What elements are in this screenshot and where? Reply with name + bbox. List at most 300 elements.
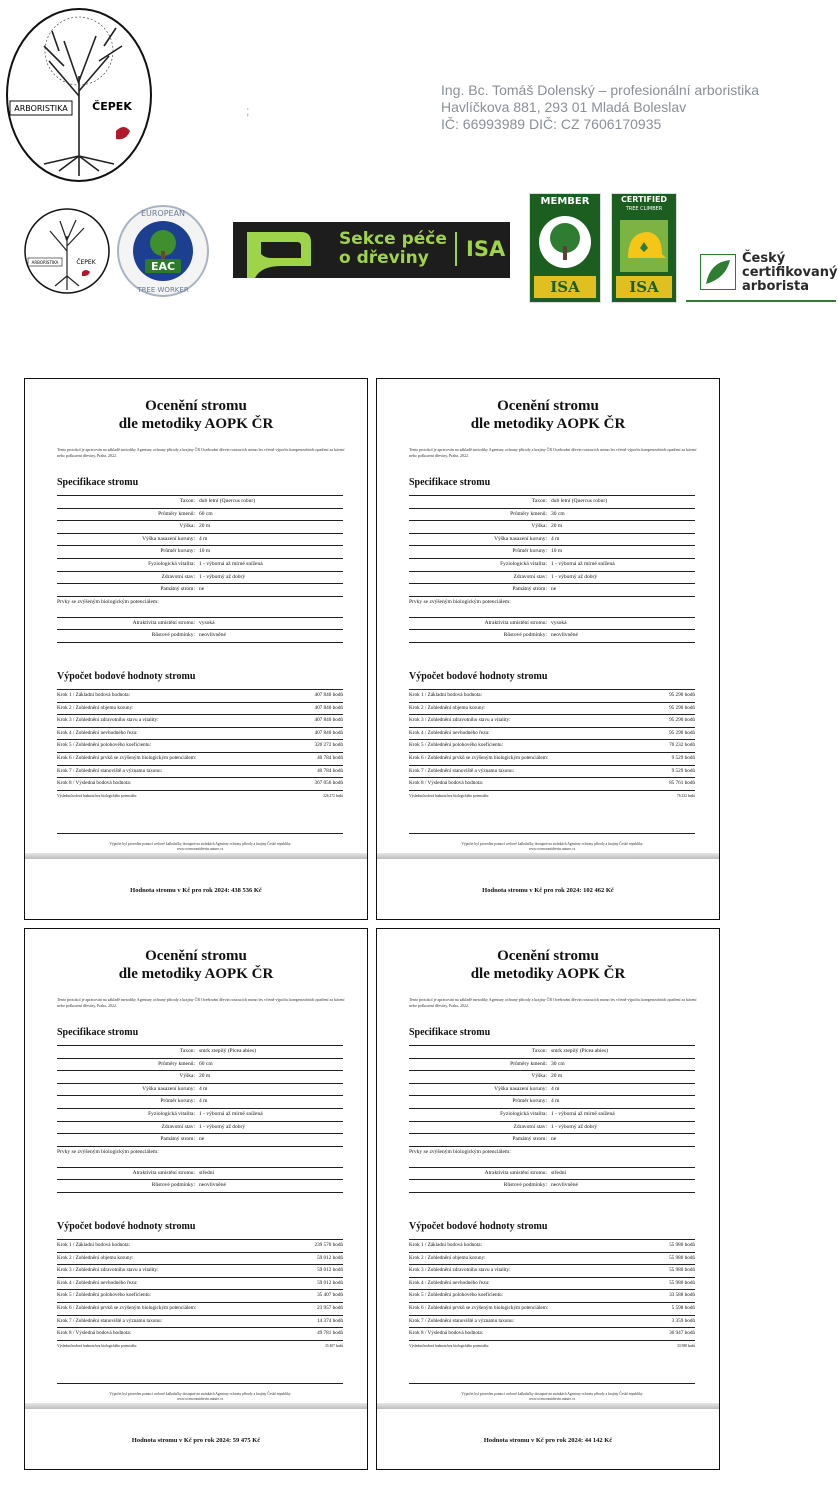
calc-row-step-5 [409, 1290, 695, 1303]
spec-label: Zdravotní stav: [513, 573, 547, 580]
calc-step-value: 14 374 bodů [317, 1317, 343, 1324]
calc-step-label: Krok 1 / Základní bodová hodnota: [57, 1242, 131, 1248]
spec-row-memorial [57, 1134, 343, 1147]
calc-step-label: Krok 3 / Zohlednění zdravotního stavu a vitality: [57, 1267, 159, 1274]
spec-value: 1 - výborný až dobrý [199, 573, 246, 580]
page-break-bar [25, 853, 367, 859]
footer-line-1: Výpočet byl proveden pomocí webové kalkulačky dostupné na stránkách Agentury ochrany přírody a krajiny České republiky [109, 1392, 291, 1396]
spec-value: 10 m [551, 548, 563, 555]
calc-row-step-8 [409, 1328, 695, 1341]
spec-label: Taxon: [531, 498, 547, 504]
small-logo-text-right: ČEPEK [76, 259, 96, 266]
calc-step-value: 35 407 bodů [317, 1292, 343, 1299]
spec-label: Průměry kmenů: [158, 510, 195, 517]
spec-row-bio [57, 1147, 343, 1168]
calc-row-step-3 [57, 715, 343, 728]
calc-step-label: Krok 7 / Zohlednění stanoviště a významu taxonu: [409, 1317, 515, 1324]
protocol-intro: Tento protokol je zpracován na základě metodiky Agentury ochrany přírody a krajiny ČR Oceňování dřevin rostoucích mimo les včetně výpočtu kompenzačních opatření za kácení nebo poškození dřeviny, Praha, 2022. [409, 997, 697, 1008]
spec-value: střední [199, 1169, 214, 1176]
spec-label: Prvky se zvýšeným biologickým potenciálem: [409, 598, 511, 605]
spec-value: 60 cm [199, 1060, 213, 1067]
calc-step-label: Krok 8 / Výsledná bodová hodnota: [57, 1330, 132, 1337]
cesky-line-3: arborista [742, 279, 810, 294]
spec-row-health [57, 572, 343, 585]
spec-row-memorial [57, 584, 343, 597]
calc-table [57, 1239, 343, 1352]
footer-line-2: www.ocenovanidrevin.nature.cz [176, 1397, 224, 1401]
spec-label: Průměry kmenů: [510, 1060, 547, 1067]
spec-label: Památný strom: [512, 586, 547, 593]
spec-label: Výška nasazení koruny: [494, 535, 547, 542]
spec-heading: Specifikace stromu [409, 477, 491, 488]
value-amount: 44 142 Kč [584, 1437, 613, 1444]
calc-step-label: Krok 4 / Zohlednění nevhodného řezu: [57, 729, 138, 736]
calc-step-label: Krok 2 / Zohlednění objemu koruny: [57, 704, 134, 711]
calc-row-step-5 [57, 740, 343, 753]
calc-step-label: Krok 5 / Zohlednění polohového koeficientu: [409, 1292, 504, 1299]
calc-step-value: 40 784 bodů [317, 767, 343, 774]
calc-step-value: 9 529 bodů [671, 754, 695, 761]
tree-value [25, 1437, 367, 1444]
spec-value: 20 m [551, 1073, 563, 1080]
value-label: Hodnota stromu v Kč pro rok 2024: [482, 887, 582, 894]
calc-step-value: 59 012 bodů [317, 1254, 343, 1261]
company-info [441, 82, 759, 133]
eac-bottom-text: TREE WORKER [137, 286, 189, 294]
calc-row-step-7 [409, 1316, 695, 1329]
calc-step-label: Krok 3 / Zohlednění zdravotního stavu a vitality: [57, 717, 159, 724]
no-bio-value: 33 588 bodů [677, 1343, 695, 1348]
spec-value: 20 m [551, 523, 563, 530]
spec-table [57, 1045, 343, 1193]
spec-label: Atraktivita umístění stromu: [132, 619, 195, 626]
calc-table [57, 689, 343, 802]
calc-step-value: 59 012 bodů [317, 1267, 343, 1274]
calc-step-value: 95 290 bodů [669, 692, 695, 698]
protocol-title [25, 397, 367, 433]
sekce-divider [455, 232, 457, 266]
calc-row-step-2 [57, 1253, 343, 1266]
spec-row-vitality [409, 559, 695, 572]
logo-text-left: ARBORISTIKA [14, 104, 68, 113]
spec-label: Výška nasazení koruny: [142, 1085, 195, 1092]
calc-step-label: Krok 3 / Zohlednění zdravotního stavu a vitality: [409, 717, 511, 724]
calc-step-label: Krok 8 / Výsledná bodová hodnota: [409, 780, 484, 787]
spec-label: Atraktivita umístění stromu: [484, 619, 547, 626]
spec-heading: Specifikace stromu [57, 477, 139, 488]
spec-row-crown-height [57, 534, 343, 547]
spec-label: Zdravotní stav: [161, 573, 195, 580]
calc-row-no-bio [409, 791, 695, 803]
protocol-title [25, 947, 367, 983]
calc-row-step-1 [57, 689, 343, 703]
title-line-1: Ocenění stromu [497, 398, 599, 414]
spec-label: Průměr koruny: [512, 1098, 547, 1105]
calc-row-step-3 [57, 1265, 343, 1278]
tree-value [377, 887, 719, 894]
calc-step-value: 36 947 bodů [669, 1330, 695, 1337]
calc-step-value: 76 232 bodů [669, 742, 695, 749]
calc-step-label: Krok 1 / Základní bodová hodnota: [409, 692, 483, 698]
spec-value: ne [551, 586, 557, 593]
calc-heading: Výpočet bodové hodnoty stromu [57, 1221, 196, 1232]
calc-step-label: Krok 1 / Základní bodová hodnota: [409, 1242, 483, 1248]
calc-row-no-bio [409, 1341, 695, 1353]
calc-row-step-3 [409, 715, 695, 728]
protocol-title [377, 947, 719, 983]
value-amount: 59 475 Kč [232, 1437, 261, 1444]
spec-row-growth [57, 630, 343, 643]
cesky-certifikovany-arborista-logo [686, 246, 836, 302]
spec-value: 30 cm [551, 1060, 565, 1067]
value-amount: 102 462 Kč [583, 887, 614, 894]
calc-row-step-6 [409, 1303, 695, 1316]
spec-row-height [409, 1071, 695, 1084]
spec-row-growth [409, 1180, 695, 1193]
spec-value: 4 m [199, 535, 208, 542]
spec-value: 60 cm [199, 510, 213, 517]
arboristika-small-logo [20, 206, 115, 296]
arboristika-cepek-logo [4, 6, 154, 184]
certified-isa-text: ISA [616, 276, 672, 298]
spec-value: ne [199, 1136, 205, 1143]
cesky-line-2: certifikovaný [742, 265, 838, 280]
calc-row-step-3 [409, 1265, 695, 1278]
spec-value: ne [199, 586, 205, 593]
spec-value: vysoká [551, 619, 567, 626]
calc-heading: Výpočet bodové hodnoty stromu [57, 671, 196, 682]
title-line-2: dle metodiky AOPK ČR [118, 416, 274, 432]
calc-step-label: Krok 7 / Zohlednění stanoviště a významu taxonu: [409, 767, 515, 774]
spec-row-trunk [409, 1059, 695, 1072]
calc-row-step-6 [57, 1303, 343, 1316]
spec-label: Výška: [531, 1073, 547, 1080]
no-bio-label: Výsledná bodová hodnota bez biologického potenciálu: [57, 1343, 137, 1348]
spec-row-crown-diameter [57, 1096, 343, 1109]
calc-row-step-5 [409, 740, 695, 753]
spec-heading: Specifikace stromu [57, 1027, 139, 1038]
calc-step-value: 55 980 bodů [669, 1242, 695, 1248]
spec-value: neovlivněné [199, 1182, 226, 1189]
protocol-footer [57, 833, 343, 852]
calc-table [409, 1239, 695, 1352]
calc-step-value: 367 056 bodů [314, 780, 343, 787]
spec-row-health [409, 1122, 695, 1135]
spec-label: Průměr koruny: [160, 1098, 195, 1105]
spec-label: Růstové podmínky: [151, 1182, 195, 1189]
spec-value: 4 m [199, 1085, 208, 1092]
calc-step-label: Krok 8 / Výsledná bodová hodnota: [409, 1330, 484, 1337]
spec-row-bio [409, 1147, 695, 1168]
cesky-line-1: Český [742, 251, 786, 266]
spec-value: 1 - výborná až mírně snížená [551, 1110, 615, 1117]
calc-row-step-6 [409, 753, 695, 766]
spec-value: 4 m [551, 1098, 560, 1105]
isa-member-badge [529, 193, 601, 303]
footer-line-2: www.ocenovanidrevin.nature.cz [528, 1397, 576, 1401]
calc-step-value: 407 840 bodů [314, 717, 343, 724]
oak-tree-icon [537, 214, 593, 270]
spec-value: 1 - výborná až mírně snížená [551, 560, 615, 567]
tree-value [25, 887, 367, 894]
protocol-footer [409, 833, 695, 852]
calc-step-label: Krok 4 / Zohlednění nevhodného řezu: [409, 729, 490, 736]
spec-label: Fyziologická vitalita: [148, 1110, 195, 1117]
spec-value: 1 - výborný až dobrý [199, 1123, 246, 1130]
calc-row-step-4 [57, 1278, 343, 1291]
spec-row-attractiveness [409, 618, 695, 631]
calc-step-value: 85 761 bodů [669, 780, 695, 787]
spec-label: Památný strom: [512, 1136, 547, 1143]
calc-step-value: 407 840 bodů [314, 729, 343, 736]
spec-value: dub letní (Quercus robur) [551, 498, 608, 504]
spec-row-height [57, 521, 343, 534]
calc-step-label: Krok 5 / Zohlednění polohového koeficientu: [57, 1292, 152, 1299]
title-line-2: dle metodiky AOPK ČR [118, 966, 274, 982]
spec-label: Památný strom: [160, 586, 195, 593]
title-line-1: Ocenění stromu [497, 948, 599, 964]
spec-label: Atraktivita umístění stromu: [132, 1169, 195, 1176]
member-top-text: MEMBER [540, 196, 590, 207]
no-bio-value: 326 272 bodů [323, 793, 343, 798]
calc-step-value: 5 598 bodů [671, 1304, 695, 1311]
member-isa-text: ISA [534, 276, 596, 298]
header-separator: ; [246, 104, 250, 118]
title-line-2: dle metodiky AOPK ČR [470, 416, 626, 432]
calc-step-label: Krok 2 / Zohlednění objemu koruny: [409, 704, 486, 711]
calc-heading: Výpočet bodové hodnoty stromu [409, 671, 548, 682]
spec-label: Výška nasazení koruny: [142, 535, 195, 542]
sekce-isa-text: ISA [466, 237, 506, 261]
spec-label: Průměr koruny: [512, 548, 547, 555]
spec-value: 4 m [551, 1085, 560, 1092]
eac-center-text: EAC [150, 260, 176, 273]
calc-step-value: 407 840 bodů [314, 704, 343, 711]
page-break-bar [377, 853, 719, 859]
spec-table [409, 495, 695, 643]
spec-row-trunk [57, 1059, 343, 1072]
tree-value [377, 1437, 719, 1444]
calc-row-no-bio [57, 791, 343, 803]
spec-value: 1 - výborný až dobrý [551, 1123, 598, 1130]
calc-step-value: 33 588 bodů [669, 1292, 695, 1299]
certified-top-text: CERTIFIED [620, 195, 668, 204]
spec-table [409, 1045, 695, 1193]
spec-value: vysoká [199, 619, 215, 626]
spec-label: Výška nasazení koruny: [494, 1085, 547, 1092]
sekce-line-2: o dřeviny [339, 248, 429, 268]
calc-heading: Výpočet bodové hodnoty stromu [409, 1221, 548, 1232]
spec-value: 4 m [199, 1098, 208, 1105]
calc-step-value: 95 290 bodů [669, 729, 695, 736]
cca-emblem-icon [700, 254, 736, 290]
calc-step-label: Krok 5 / Zohlednění polohového koeficientu: [409, 742, 504, 749]
calc-row-step-1 [409, 1239, 695, 1253]
valuation-protocol-card-4 [376, 928, 720, 1470]
calc-step-value: 95 290 bodů [669, 704, 695, 711]
spec-label: Prvky se zvýšeným biologickým potenciálem: [57, 1148, 159, 1155]
spec-label: Výška: [179, 1073, 195, 1080]
spec-value: neovlivněné [551, 632, 578, 639]
spec-row-bio [409, 597, 695, 618]
calc-step-label: Krok 5 / Zohlednění polohového koeficientu: [57, 742, 152, 749]
spec-heading: Specifikace stromu [409, 1027, 491, 1038]
spec-value: 4 m [551, 535, 560, 542]
calc-step-label: Krok 4 / Zohlednění nevhodného řezu: [57, 1279, 138, 1286]
spec-value: smrk ztepilý (Picea abies) [199, 1048, 256, 1054]
spec-label: Výška: [531, 523, 547, 530]
spec-value: 10 m [199, 548, 211, 555]
calc-row-step-2 [57, 703, 343, 716]
spec-row-crown-height [57, 1084, 343, 1097]
spec-row-vitality [57, 559, 343, 572]
spec-label: Výška: [179, 523, 195, 530]
footer-line-2: www.ocenovanidrevin.nature.cz [528, 847, 576, 851]
title-line-1: Ocenění stromu [145, 948, 247, 964]
calc-row-step-8 [409, 778, 695, 791]
calc-step-value: 326 272 bodů [314, 742, 343, 749]
spec-label: Atraktivita umístění stromu: [484, 1169, 547, 1176]
spec-label: Fyziologická vitalita: [148, 560, 195, 567]
climber-helmet-icon [620, 220, 668, 272]
spec-row-taxon [409, 1045, 695, 1059]
calc-step-label: Krok 7 / Zohlednění stanoviště a významu taxonu: [57, 767, 163, 774]
calc-row-step-1 [409, 689, 695, 703]
sekce-pece-o-dreviny-logo [233, 222, 510, 278]
spec-row-crown-diameter [57, 546, 343, 559]
footer-line-2: www.ocenovanidrevin.nature.cz [176, 847, 224, 851]
spec-label: Zdravotní stav: [161, 1123, 195, 1130]
calc-step-value: 23 957 bodů [317, 1304, 343, 1311]
spec-row-memorial [409, 584, 695, 597]
isa-certified-climber-badge [611, 193, 677, 303]
calc-step-value: 239 570 bodů [314, 1242, 343, 1248]
calc-step-value: 407 840 bodů [314, 692, 343, 698]
protocol-footer [409, 1383, 695, 1402]
spec-row-crown-height [409, 534, 695, 547]
spec-row-vitality [409, 1109, 695, 1122]
spec-row-height [409, 521, 695, 534]
calc-step-label: Krok 3 / Zohlednění zdravotního stavu a vitality: [409, 1267, 511, 1274]
calc-row-step-4 [57, 728, 343, 741]
valuation-protocol-card-2 [376, 378, 720, 920]
calc-row-step-4 [409, 1278, 695, 1291]
spec-row-trunk [57, 509, 343, 522]
spec-row-taxon [57, 1045, 343, 1059]
calc-step-value: 55 980 bodů [669, 1267, 695, 1274]
spec-table [57, 495, 343, 643]
company-line-address: Havlíčkova 881, 293 01 Mladá Boleslav [441, 99, 687, 115]
protocol-intro: Tento protokol je zpracován na základě metodiky Agentury ochrany přírody a krajiny ČR Oceňování dřevin rostoucích mimo les včetně výpočtu kompenzačních opatření za kácení nebo poškození dřeviny, Praha, 2022. [409, 447, 697, 458]
spec-row-attractiveness [57, 618, 343, 631]
valuation-protocol-card-1 [24, 378, 368, 920]
page-break-bar [25, 1403, 367, 1409]
calc-step-value: 9 529 bodů [671, 767, 695, 774]
cesky-text [742, 252, 837, 294]
value-label: Hodnota stromu v Kč pro rok 2024: [131, 1437, 232, 1444]
calc-row-step-7 [57, 766, 343, 779]
no-bio-value: 76 232 bodů [677, 793, 695, 798]
spec-label: Prvky se zvýšeným biologickým potenciálem: [57, 598, 159, 605]
calc-step-label: Krok 8 / Výsledná bodová hodnota: [57, 780, 132, 787]
footer-line-1: Výpočet byl proveden pomocí webové kalkulačky dostupné na stránkách Agentury ochrany přírody a krajiny České republiky [461, 842, 643, 846]
spec-value: 20 m [199, 523, 211, 530]
spec-row-trunk [409, 509, 695, 522]
calc-row-step-4 [409, 728, 695, 741]
value-label: Hodnota stromu v Kč pro rok 2024: [130, 887, 230, 894]
spec-label: Růstové podmínky: [503, 1182, 547, 1189]
sekce-leaf-icon [241, 226, 331, 282]
spec-row-height [57, 1071, 343, 1084]
company-line-name: Ing. Bc. Tomáš Dolenský – profesionální arboristika [441, 82, 760, 98]
eac-top-text: EUROPEAN [140, 209, 186, 218]
spec-value: 1 - výborná až mírně snížená [199, 1110, 263, 1117]
page-break-bar [377, 1403, 719, 1409]
spec-row-taxon [409, 495, 695, 509]
footer-line-1: Výpočet byl proveden pomocí webové kalkulačky dostupné na stránkách Agentury ochrany přírody a krajiny České republiky [461, 1392, 643, 1396]
calc-step-label: Krok 6 / Zohlednění prvků se zvýšeným biologickým potenciálem: [409, 754, 549, 761]
spec-value: střední [551, 1169, 566, 1176]
spec-value: 20 m [199, 1073, 211, 1080]
calc-step-label: Krok 4 / Zohlednění nevhodného řezu: [409, 1279, 490, 1286]
value-label: Hodnota stromu v Kč pro rok 2024: [483, 1437, 584, 1444]
spec-row-health [57, 1122, 343, 1135]
spec-label: Průměry kmenů: [158, 1060, 195, 1067]
no-bio-label: Výsledná bodová hodnota bez biologického potenciálu: [409, 1343, 489, 1348]
calc-step-label: Krok 7 / Zohlednění stanoviště a významu taxonu: [57, 1317, 163, 1324]
spec-row-attractiveness [57, 1168, 343, 1181]
no-bio-value: 35 407 bodů [325, 1343, 343, 1348]
spec-label: Růstové podmínky: [151, 632, 195, 639]
calc-row-no-bio [57, 1341, 343, 1353]
calc-step-label: Krok 2 / Zohlednění objemu koruny: [57, 1254, 134, 1261]
calc-row-step-2 [409, 703, 695, 716]
footer-line-1: Výpočet byl proveden pomocí webové kalkulačky dostupné na stránkách Agentury ochrany přírody a krajiny České republiky [109, 842, 291, 846]
spec-value: 1 - výborná až mírně snížená [199, 560, 263, 567]
calc-row-step-7 [57, 1316, 343, 1329]
spec-row-growth [57, 1180, 343, 1193]
spec-label: Průměr koruny: [160, 548, 195, 555]
value-amount: 438 536 Kč [231, 887, 262, 894]
protocol-footer [57, 1383, 343, 1402]
spec-row-crown-height [409, 1084, 695, 1097]
certified-sub-text: TREE CLIMBER [625, 206, 663, 212]
calc-row-step-2 [409, 1253, 695, 1266]
calc-step-value: 55 980 bodů [669, 1279, 695, 1286]
calc-step-label: Krok 2 / Zohlednění objemu koruny: [409, 1254, 486, 1261]
small-logo-text-left: ARBORISTIKA [31, 260, 59, 265]
protocol-title [377, 397, 719, 433]
calc-step-label: Krok 6 / Zohlednění prvků se zvýšeným biologickým potenciálem: [409, 1304, 549, 1311]
calc-step-value: 59 012 bodů [317, 1279, 343, 1286]
calc-step-value: 49 781 bodů [317, 1330, 343, 1337]
calc-step-label: Krok 1 / Základní bodová hodnota: [57, 692, 131, 698]
title-line-1: Ocenění stromu [145, 398, 247, 414]
spec-label: Taxon: [531, 1048, 547, 1054]
spec-row-crown-diameter [409, 1096, 695, 1109]
calc-step-value: 40 784 bodů [317, 754, 343, 761]
spec-label: Památný strom: [160, 1136, 195, 1143]
spec-row-health [409, 572, 695, 585]
spec-label: Taxon: [179, 1048, 195, 1054]
calc-step-label: Krok 6 / Zohlednění prvků se zvýšeným biologickým potenciálem: [57, 1304, 197, 1311]
spec-row-vitality [57, 1109, 343, 1122]
calc-row-step-6 [57, 753, 343, 766]
protocol-intro: Tento protokol je zpracován na základě metodiky Agentury ochrany přírody a krajiny ČR Oceňování dřevin rostoucích mimo les včetně výpočtu kompenzačních opatření za kácení nebo poškození dřeviny, Praha, 2022. [57, 997, 345, 1008]
spec-label: Taxon: [179, 498, 195, 504]
no-bio-label: Výsledná bodová hodnota bez biologického potenciálu: [57, 793, 137, 798]
spec-row-attractiveness [409, 1168, 695, 1181]
